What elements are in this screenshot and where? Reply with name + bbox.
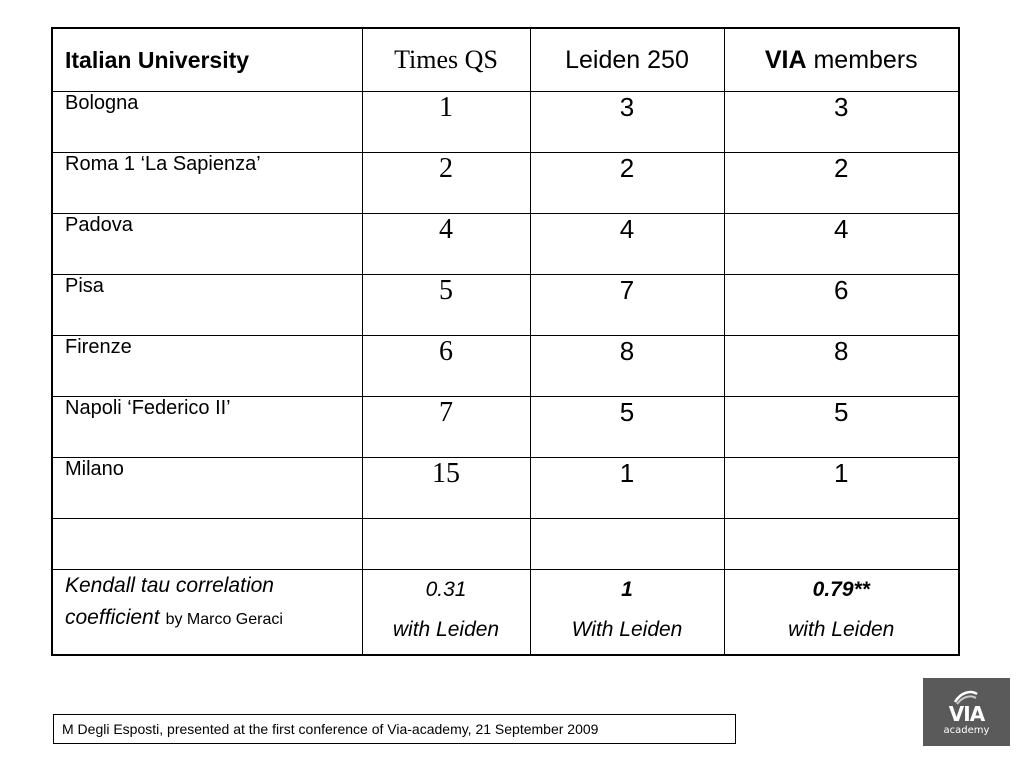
table-row bbox=[52, 336, 959, 397]
via-rank: 2 bbox=[724, 153, 959, 214]
source-credit: M Degli Esposti, presented at the first conference of Via-academy, 21 September 2009 bbox=[53, 714, 736, 744]
times-qs-rank: 1 bbox=[362, 92, 530, 153]
ranking-table bbox=[51, 27, 960, 656]
table-header-row bbox=[52, 28, 959, 92]
leiden-correlation-value: 1 bbox=[621, 578, 633, 601]
header-leiden: Leiden 250 bbox=[530, 28, 724, 92]
times-qs-correlation-note: with Leiden bbox=[392, 618, 500, 641]
leiden-rank: 7 bbox=[530, 275, 724, 336]
kendall-byline: by Marco Geraci bbox=[165, 611, 283, 628]
times-qs-rank: 4 bbox=[362, 214, 530, 275]
leiden-rank: 2 bbox=[530, 153, 724, 214]
table-row bbox=[52, 92, 959, 153]
leiden-correlation-note: With Leiden bbox=[571, 618, 683, 641]
leiden-rank: 5 bbox=[530, 397, 724, 458]
via-rank: 3 bbox=[724, 92, 959, 153]
kendall-label-cell bbox=[52, 570, 362, 656]
university-name: Bologna bbox=[52, 92, 362, 153]
university-name: Firenze bbox=[52, 336, 362, 397]
via-rank: 1 bbox=[724, 458, 959, 519]
empty-cell bbox=[724, 519, 959, 570]
times-qs-rank: 6 bbox=[362, 336, 530, 397]
header-via-members bbox=[724, 28, 959, 92]
via-correlation bbox=[724, 570, 959, 656]
university-name: Napoli ‘Federico II’ bbox=[52, 397, 362, 458]
via-correlation-note: with Leiden bbox=[788, 618, 895, 641]
leiden-rank: 3 bbox=[530, 92, 724, 153]
via-rank: 4 bbox=[724, 214, 959, 275]
via-rank: 6 bbox=[724, 275, 959, 336]
table-row bbox=[52, 275, 959, 336]
via-correlation-value: 0.79** bbox=[812, 578, 870, 601]
table-row bbox=[52, 214, 959, 275]
table-row bbox=[52, 458, 959, 519]
leiden-rank: 1 bbox=[530, 458, 724, 519]
leiden-correlation bbox=[530, 570, 724, 656]
times-qs-rank: 5 bbox=[362, 275, 530, 336]
university-name: Milano bbox=[52, 458, 362, 519]
times-qs-rank: 15 bbox=[362, 458, 530, 519]
empty-cell bbox=[362, 519, 530, 570]
university-name: Roma 1 ‘La Sapienza’ bbox=[52, 153, 362, 214]
table-row bbox=[52, 397, 959, 458]
via-rank: 8 bbox=[724, 336, 959, 397]
empty-cell bbox=[530, 519, 724, 570]
via-rank: 5 bbox=[724, 397, 959, 458]
header-times-qs: Times QS bbox=[362, 28, 530, 92]
times-qs-correlation-value: 0.31 bbox=[425, 578, 467, 601]
leiden-rank: 4 bbox=[530, 214, 724, 275]
kendall-label: Kendall tau correlation coefficient bbox=[65, 574, 274, 629]
times-qs-rank: 2 bbox=[362, 153, 530, 214]
header-via-rest: members bbox=[806, 45, 918, 74]
logo-text: VIA bbox=[948, 702, 985, 726]
times-qs-correlation bbox=[362, 570, 530, 656]
times-qs-rank: 7 bbox=[362, 397, 530, 458]
empty-cell bbox=[52, 519, 362, 570]
header-university: Italian University bbox=[52, 28, 362, 92]
leiden-rank: 8 bbox=[530, 336, 724, 397]
table-row bbox=[52, 153, 959, 214]
university-name: Padova bbox=[52, 214, 362, 275]
logo-subtext: academy bbox=[943, 725, 990, 736]
empty-row bbox=[52, 519, 959, 570]
university-name: Pisa bbox=[52, 275, 362, 336]
via-academy-logo bbox=[923, 678, 1010, 746]
kendall-row bbox=[52, 570, 959, 656]
header-via-bold: VIA bbox=[764, 45, 807, 74]
